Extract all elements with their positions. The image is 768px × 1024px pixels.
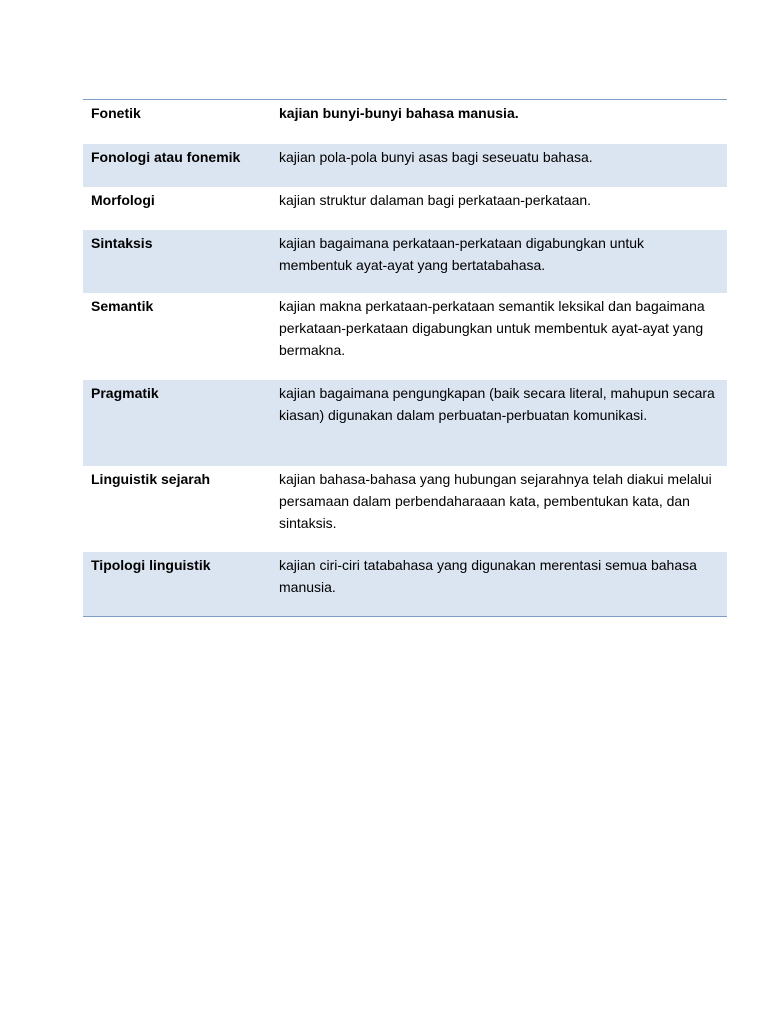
table-row xyxy=(83,293,727,380)
definition-cell: kajian bagaimana pengungkapan (baik secara literal, mahupun secara kiasan) digunakan dalam perbuatan-perbuatan komunikasi. xyxy=(279,380,727,466)
definition-cell: kajian bagaimana perkataan-perkataan digabungkan untuk membentuk ayat-ayat yang bertatabahasa. xyxy=(279,230,727,293)
linguistics-terms-table xyxy=(83,99,727,617)
term-cell: Fonologi atau fonemik xyxy=(83,144,279,187)
table-row xyxy=(83,466,727,552)
definition-cell: kajian struktur dalaman bagi perkataan-perkataan. xyxy=(279,191,592,208)
definition-cell: kajian bunyi-bunyi bahasa manusia. xyxy=(279,105,519,121)
term-cell: Semantik xyxy=(91,297,154,314)
table-row xyxy=(83,100,727,144)
definition-cell: kajian ciri-ciri tatabahasa yang digunakan merentasi semua bahasa manusia. xyxy=(279,552,727,617)
definition-cell: kajian pola-pola bunyi asas bagi seseuatu bahasa. xyxy=(279,144,727,187)
table-row xyxy=(83,380,727,466)
definition-cell: kajian makna perkataan-perkataan semantik leksikal dan bagaimana perkataan-perkataan digabungkan untuk membentuk ayat-ayat yang bermakna. xyxy=(279,297,705,358)
definition-cell: kajian bahasa-bahasa yang hubungan sejarahnya telah diakui melalui persamaan dalam perbendaharaaan kata, pembentukan kata, dan sintaksis. xyxy=(279,470,712,531)
table-row xyxy=(83,230,727,293)
term-cell: Linguistik sejarah xyxy=(91,470,211,487)
term-cell: Pragmatik xyxy=(83,380,279,466)
term-cell: Morfologi xyxy=(91,191,155,208)
term-cell: Sintaksis xyxy=(83,230,279,293)
term-cell: Fonetik xyxy=(91,105,141,121)
table-row xyxy=(83,552,727,617)
table-row xyxy=(83,144,727,187)
table-row xyxy=(83,187,727,230)
term-cell: Tipologi linguistik xyxy=(83,552,279,617)
